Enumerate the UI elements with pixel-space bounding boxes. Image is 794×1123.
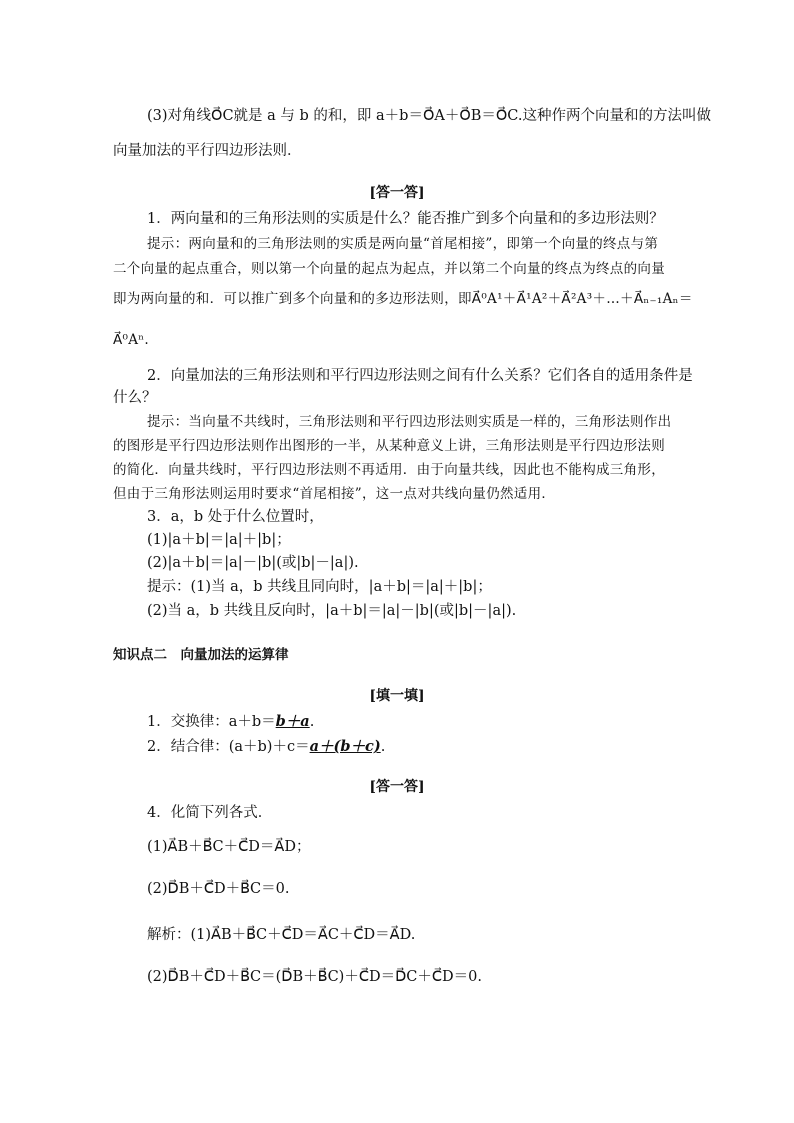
hint-1-line-1: 提示：两向量和的三角形法则的实质是两向量“首尾相接”，即第一个向量的终点与第 bbox=[147, 236, 659, 252]
fill-answer-commutative: b＋a bbox=[275, 713, 310, 730]
heading-answer-2: [答一答] bbox=[369, 779, 425, 795]
hint-1-line-2: 二个向量的起点重合，则以第一个向量的起点为起点，并以第二个向量的终点为终点的向量 bbox=[113, 261, 665, 277]
fill-item-associative-suffix: . bbox=[380, 739, 386, 755]
section-title-knowledge-point-2: 知识点二 向量加法的运算律 bbox=[113, 647, 289, 663]
question-4: 4．化简下列各式． bbox=[147, 805, 273, 821]
hint-2-line-3: 的简化．向量共线时，平行四边形法则不再适用．由于向量共线，因此也不能构成三角形， bbox=[113, 462, 665, 478]
question-3-part-2: (2)|a＋b|＝|a|－|b|(或|b|－|a|). bbox=[147, 555, 359, 571]
fill-item-associative bbox=[147, 737, 385, 757]
hint-1-line-3: 即为两向量的和．可以推广到多个向量和的多边形法则，即A⃗⁰A¹＋A⃗¹A²＋A⃗²A³＋…＋A⃗ₙ₋₁Aₙ＝ bbox=[113, 291, 693, 307]
heading-answer-1: [答一答] bbox=[369, 185, 425, 201]
question-2-line-2: 什么？ bbox=[113, 390, 157, 406]
question-4-part-1: (1)A⃗B＋B⃗C＋C⃗D＝A⃗D； bbox=[147, 839, 311, 855]
heading-fill-in: [填一填] bbox=[369, 688, 425, 704]
fill-item-commutative-suffix: . bbox=[309, 714, 315, 730]
hint-3-line-2: (2)当 a，b 共线且反向时，|a＋b|＝|a|－|b|(或|b|－|a|). bbox=[147, 603, 517, 619]
hint-1-line-4: A⃗⁰Aⁿ. bbox=[113, 332, 150, 348]
solution-4-line-1: 解析：(1)A⃗B＋B⃗C＋C⃗D＝A⃗C＋C⃗D＝A⃗D. bbox=[147, 927, 416, 943]
solution-4-line-2: (2)D⃗B＋C⃗D＋B⃗C＝(D⃗B＋B⃗C)＋C⃗D＝D⃗C＋C⃗D＝0. bbox=[147, 969, 482, 985]
hint-2-line-2: 的图形是平行四边形法则作出图形的一半，从某种意义上讲，三角形法则是平行四边形法则 bbox=[113, 438, 665, 454]
paragraph-parallelogram-rule-2: 向量加法的平行四边形法则． bbox=[113, 143, 302, 159]
question-1: 1．两向量和的三角形法则的实质是什么？能否推广到多个向量和的多边形法则？ bbox=[147, 211, 664, 227]
question-3: 3．a，b 处于什么位置时， bbox=[147, 509, 324, 525]
paragraph-parallelogram-rule-1: (3)对角线O⃗C就是 a 与 b 的和，即 a＋b＝O⃗A＋O⃗B＝O⃗C.这种作两个向量和的方法叫做 bbox=[147, 108, 711, 124]
hint-2-line-1: 提示：当向量不共线时，三角形法则和平行四边形法则实质是一样的，三角形法则作出 bbox=[147, 414, 672, 430]
question-4-part-2: (2)D⃗B＋C⃗D＋B⃗C＝0. bbox=[147, 881, 290, 897]
fill-item-commutative-prefix: 1．交换律：a＋b＝ bbox=[147, 714, 276, 730]
question-3-part-1: (1)|a＋b|＝|a|＋|b|； bbox=[147, 532, 291, 548]
hint-2-line-4: 但由于三角形法则运用时要求“首尾相接”，这一点对共线向量仍然适用． bbox=[113, 486, 556, 502]
hint-3-line-1: 提示：(1)当 a，b 共线且同向时，|a＋b|＝|a|＋|b|； bbox=[147, 579, 492, 595]
question-2-line-1: 2．向量加法的三角形法则和平行四边形法则之间有什么关系？它们各自的适用条件是 bbox=[147, 368, 693, 384]
fill-item-commutative bbox=[147, 712, 314, 732]
fill-answer-associative: a＋(b＋c) bbox=[309, 738, 381, 755]
fill-item-associative-prefix: 2．结合律：(a＋b)＋c＝ bbox=[147, 739, 310, 755]
